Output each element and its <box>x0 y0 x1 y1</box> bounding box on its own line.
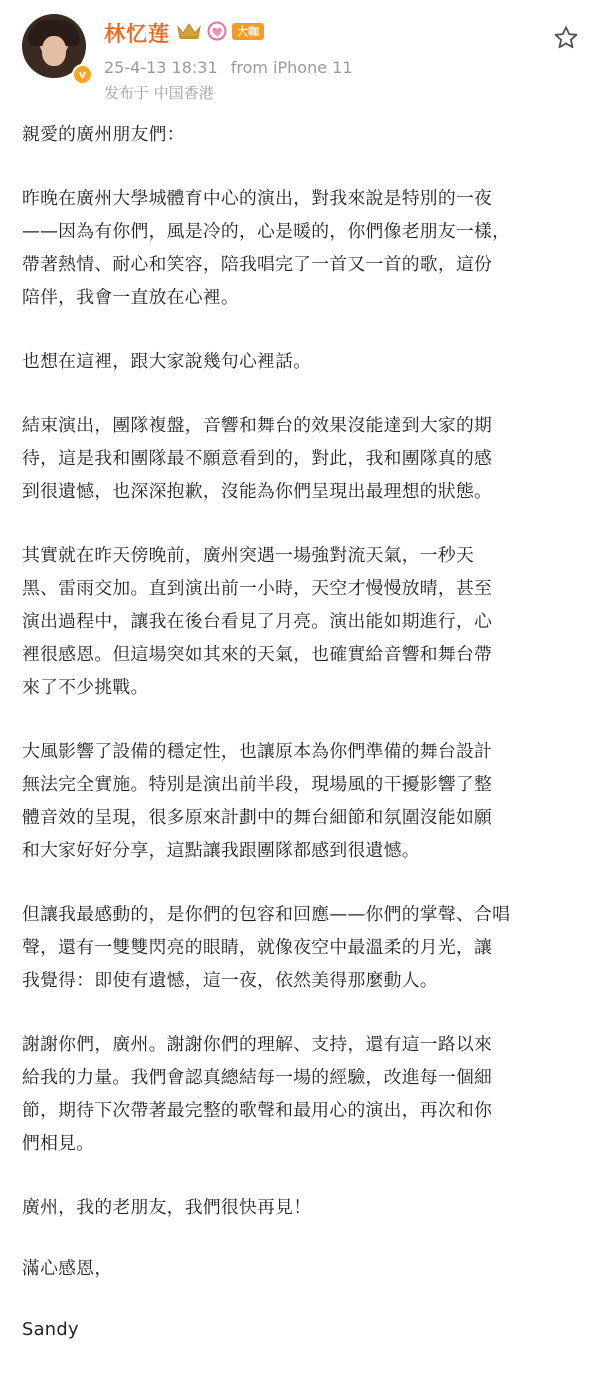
post-paragraph: 廣州，我的老朋友，我們很快再見！ <box>22 1197 312 1218</box>
author-badges <box>176 20 264 42</box>
post-signature: Sandy <box>22 1319 79 1340</box>
post-paragraph: 其實就在昨天傍晚前，廣州突遇一場強對流天氣，一秒天 黑、雷雨交加。直到演出前一小時，天空才慢慢放晴，甚至 演出過程中，讓我在後台看見了月亮。演出能如期進行，心 裡很感恩。但這場突如其來的天氣，也確實給音響和舞台帶 來了不少挑戰。 <box>22 545 493 698</box>
post-paragraph: 但讓我最感動的，是你們的包容和回應——你們的掌聲、合唱 聲，還有一雙雙閃亮的眼睛，就像夜空中最溫柔的月光，讓 我覺得：即使有遺憾，這一夜，依然美得那麼動人。 <box>22 904 511 991</box>
post-paragraph: 謝謝你們，廣州。謝謝你們的理解、支持，還有這一路以來 給我的力量。我們會認真總結每一場的經驗，改進每一個細 節，期待下次帶著最完整的歌聲和最用心的演出，再次和你 們相見。 <box>22 1034 493 1154</box>
post-meta <box>104 58 361 77</box>
level-icon <box>206 21 228 41</box>
post-paragraph: 昨晚在廣州大學城體育中心的演出，對我來說是特別的一夜 ——因為有你們，風是冷的，心是暖的，你們像老朋友一樣， 帶著熱情、耐心和笑容，陪我唱完了一首又一首的歌，這份 陪伴，我會一直放在心裡。 <box>22 188 511 308</box>
post-body <box>22 118 580 1374</box>
verified-badge-icon: v <box>72 64 93 85</box>
post-timestamp: 25-4-13 18:31 <box>104 58 218 77</box>
post-paragraph: 滿心感恩， <box>22 1258 113 1279</box>
post-paragraph: 大風影響了設備的穩定性，也讓原本為你們準備的舞台設計 無法完全實施。特別是演出前半段，現場風的干擾影響了整 體音效的呈現，很多原來計劃中的舞台細節和氛圍沒能如願 和大家好好分享，這點讓我跟團隊都感到很遺憾。 <box>22 741 493 861</box>
post-paragraph: 結束演出，團隊複盤，音響和舞台的效果沒能達到大家的期 待，這是我和團隊最不願意看到的，對此，我和團隊真的感 到很遺憾，也深深抱歉，沒能為你們呈現出最理想的狀態。 <box>22 415 493 502</box>
post-paragraph: 親愛的廣州朋友們： <box>22 124 185 145</box>
post-header <box>0 0 600 110</box>
avatar[interactable] <box>22 14 87 81</box>
avatar-face <box>42 36 66 66</box>
crown-icon <box>176 21 202 41</box>
post-location: 发布于 中国香港 <box>104 84 214 102</box>
fan-badge: 大咖 <box>232 23 264 40</box>
author-name[interactable]: 林忆莲 <box>104 22 170 46</box>
post-paragraph: 也想在這裡，跟大家說幾句心裡話。 <box>22 351 312 372</box>
star-icon[interactable] <box>552 24 580 52</box>
post-source[interactable]: from iPhone 11 <box>230 58 353 77</box>
